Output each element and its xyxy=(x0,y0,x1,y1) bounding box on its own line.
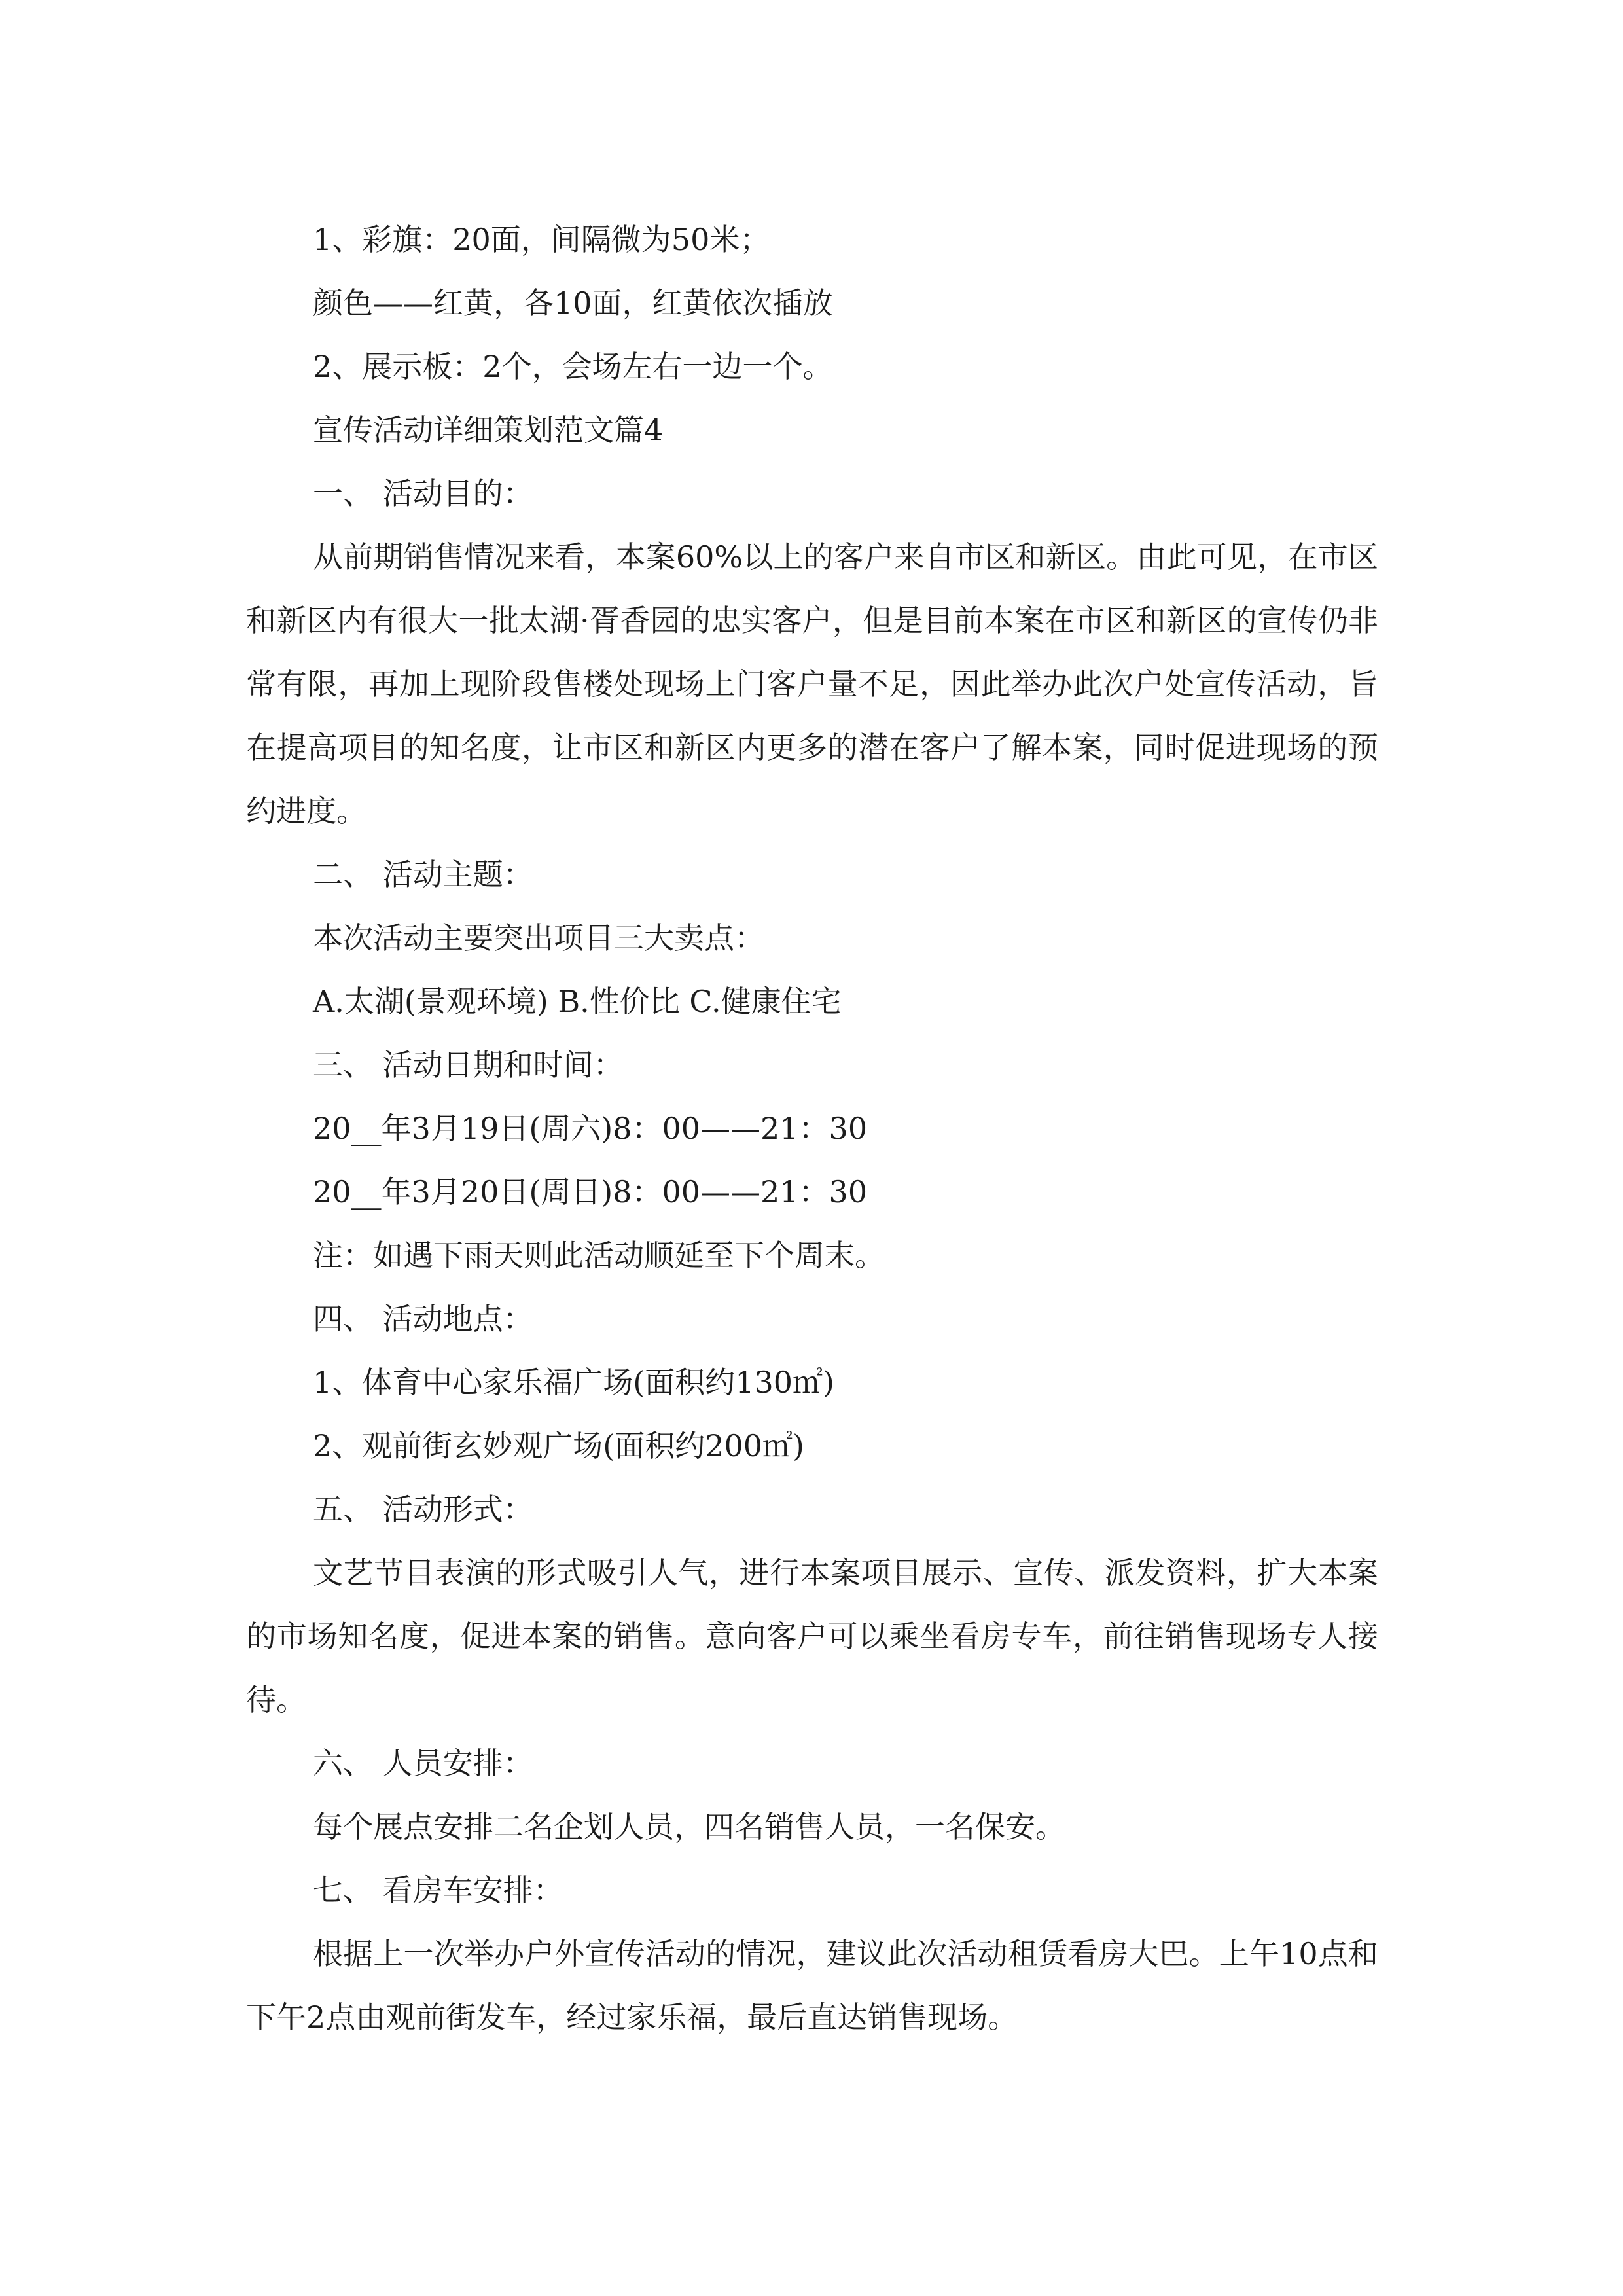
section-heading: 五、 活动形式： xyxy=(313,1492,533,1527)
text-line: 1、体育中心家乐福广场(面积约130㎡) xyxy=(313,1365,834,1400)
text-line: 20__年3月20日(周日)8：00——21：30 xyxy=(313,1174,868,1210)
text-line: 20__年3月19日(周六)8：00——21：30 xyxy=(313,1111,868,1146)
section-heading: 二、 活动主题： xyxy=(313,857,533,892)
section-heading: 三、 活动日期和时间： xyxy=(313,1047,624,1083)
section-heading: 四、 活动地点： xyxy=(313,1301,533,1336)
section-heading: 六、 人员安排： xyxy=(313,1746,533,1781)
section-heading: 七、 看房车安排： xyxy=(313,1873,563,1908)
section-title: 宣传活动详细策划范文篇4 xyxy=(313,412,664,448)
text-line: 颜色——红黄，各10面，红黄依次插放 xyxy=(313,285,833,321)
document-body xyxy=(246,208,1378,2049)
text-line: 2、观前街玄妙观广场(面积约200㎡) xyxy=(313,1428,804,1463)
paragraph: 根据上一次举办户外宣传活动的情况，建议此次活动租赁看房大巴。上午10点和下午2点由观前街发车，经过家乐福，最后直达销售现场。 xyxy=(246,1936,1378,2035)
text-line: 2、展示板：2个，会场左右一边一个。 xyxy=(313,349,833,384)
text-line: 注：如遇下雨天则此活动顺延至下个周末。 xyxy=(313,1238,885,1273)
text-line: 1、彩旗：20面，间隔微为50米； xyxy=(313,222,770,257)
text-line: A.太湖(景观环境) B.性价比 C.健康住宅 xyxy=(313,984,842,1019)
text-line: 每个展点安排二名企划人员，四名销售人员，一名保安。 xyxy=(313,1809,1065,1844)
section-heading: 一、 活动目的： xyxy=(313,476,533,511)
text-line: 本次活动主要突出项目三大卖点： xyxy=(313,920,764,956)
paragraph: 从前期销售情况来看，本案60%以上的客户来自市区和新区。由此可见，在市区和新区内有很大一批太湖·胥香园的忠实客户，但是目前本案在市区和新区的宣传仍非常有限，再加上现阶段售楼处现场上门客户量不足，因此举办此次户处宣传活动，旨在提高项目的知名度，让市区和新区内更多的潜在客户了解本案，同时促进现场的预约进度。 xyxy=(246,539,1378,829)
paragraph: 文艺节目表演的形式吸引人气，进行本案项目展示、宣传、派发资料，扩大本案的市场知名度，促进本案的销售。意向客户可以乘坐看房专车，前往销售现场专人接待。 xyxy=(246,1555,1378,1717)
